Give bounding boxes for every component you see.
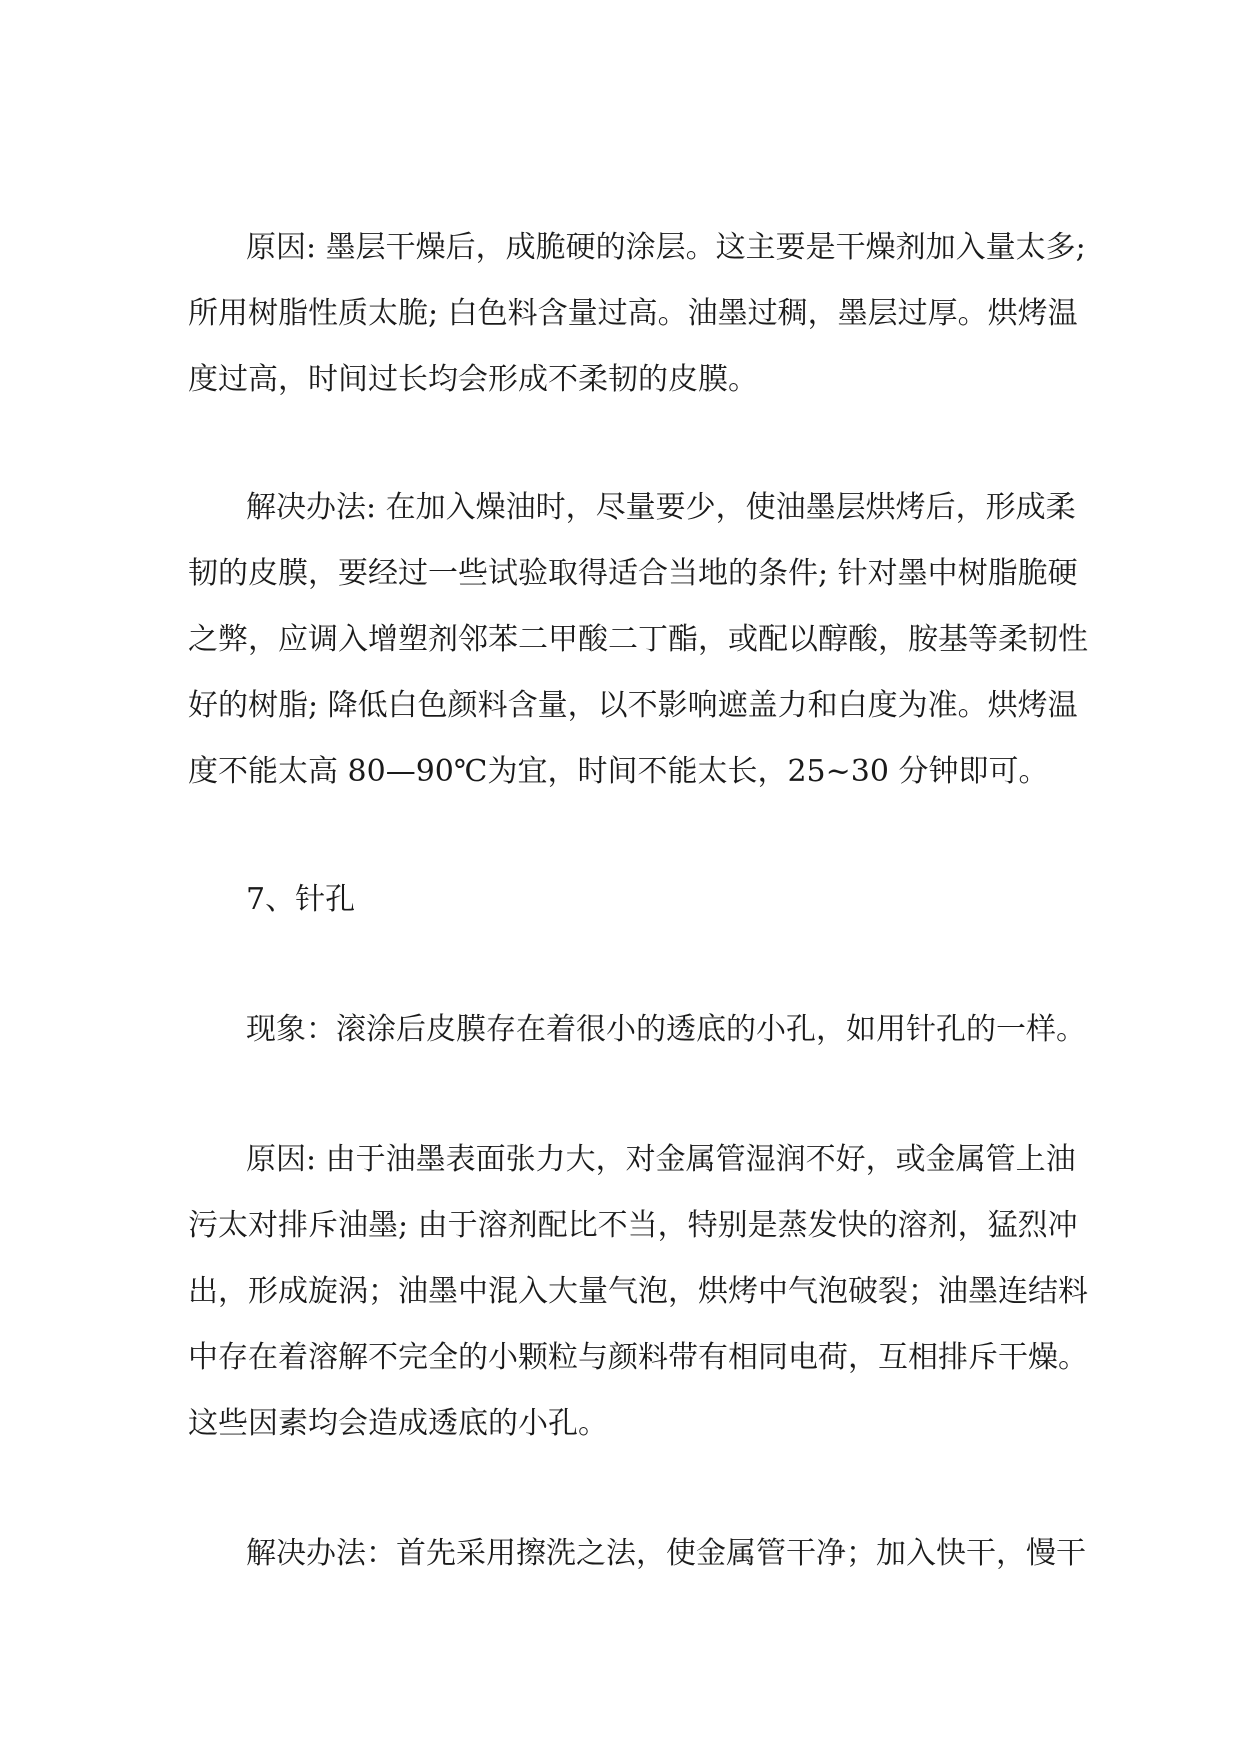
paragraph-line: 度过高，时间过长均会形成不柔韧的皮膜。 [188, 362, 758, 397]
paragraph-line: 度不能太高 80—90℃为宜，时间不能太长，25~30 分钟即可。 [188, 754, 1049, 789]
paragraph-line: 原因: 墨层干燥后，成脆硬的涂层。这主要是干燥剂加入量太多; [246, 230, 1086, 265]
paragraph-line: 韧的皮膜，要经过一些试验取得适合当地的条件; 针对墨中树脂脆硬 [188, 556, 1078, 591]
paragraph-line: 出，形成旋涡；油墨中混入大量气泡，烘烤中气泡破裂；油墨连结料 [188, 1274, 1088, 1309]
paragraph-line: 好的树脂; 降低白色颜料含量，以不影响遮盖力和白度为准。烘烤温 [188, 688, 1078, 723]
paragraph-line: 原因: 由于油墨表面张力大，对金属管湿润不好，或金属管上油 [246, 1142, 1076, 1177]
paragraph-line: 所用树脂性质太脆; 白色料含量过高。油墨过稠，墨层过厚。烘烤温 [188, 296, 1078, 331]
paragraph-line: 解决办法：首先采用擦洗之法，使金属管干净；加入快干，慢干 [246, 1536, 1086, 1571]
paragraph-line: 解决办法: 在加入燥油时，尽量要少，使油墨层烘烤后，形成柔 [246, 490, 1076, 525]
paragraph-line: 现象：滚涂后皮膜存在着很小的透底的小孔，如用针孔的一样。 [246, 1012, 1086, 1047]
paragraph-line: 之弊，应调入增塑剂邻苯二甲酸二丁酯，或配以醇酸，胺基等柔韧性 [188, 622, 1088, 657]
paragraph-line: 中存在着溶解不完全的小颗粒与颜料带有相同电荷，互相排斥干燥。 [188, 1340, 1088, 1375]
paragraph-line: 污太对排斥油墨; 由于溶剂配比不当，特别是蒸发快的溶剂，猛烈冲 [188, 1208, 1078, 1243]
paragraph-line: 这些因素均会造成透底的小孔。 [188, 1406, 608, 1441]
section-heading: 7、针孔 [246, 882, 356, 917]
